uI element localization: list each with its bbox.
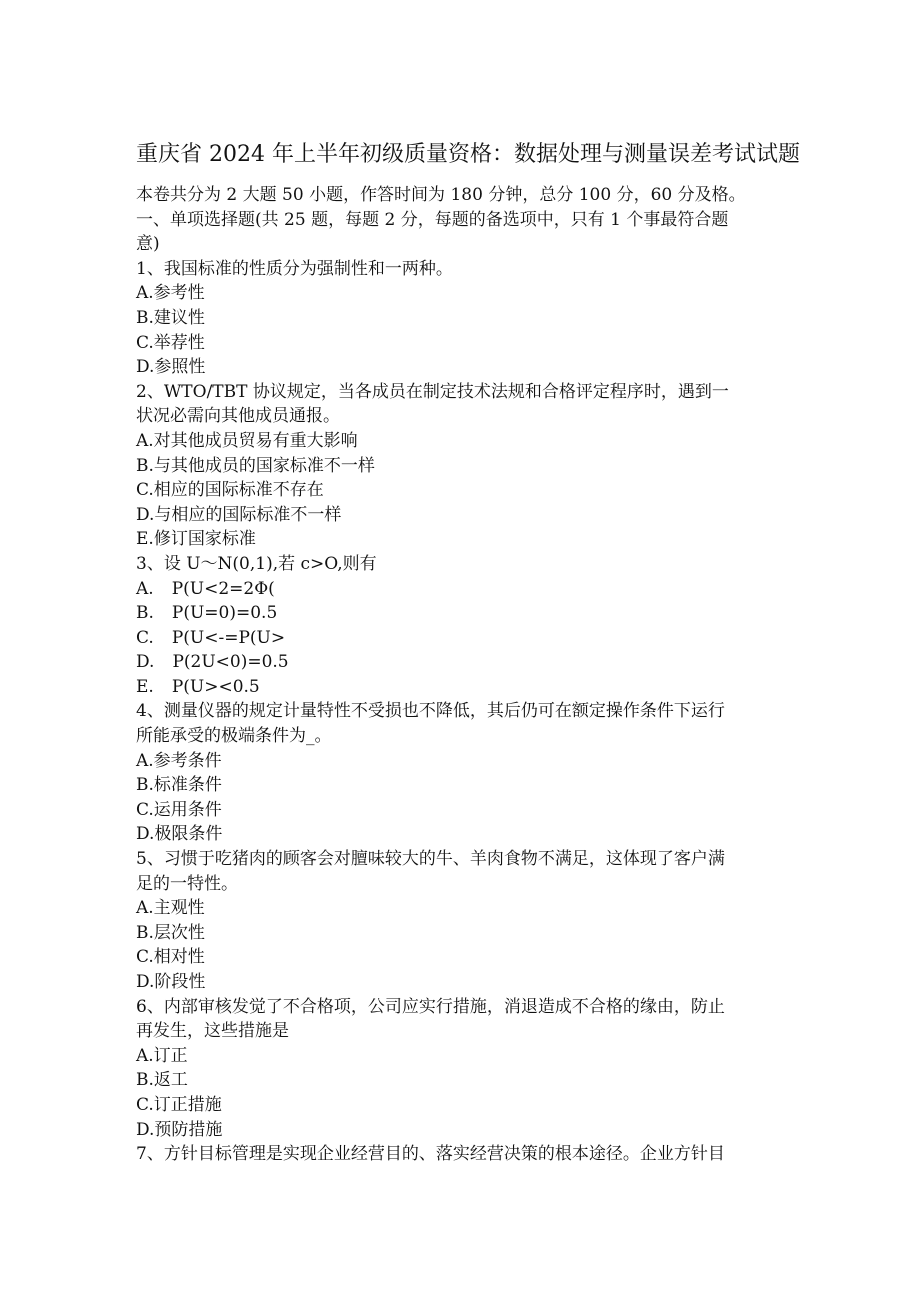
option-a: A.参考性 bbox=[136, 283, 205, 304]
option-c: C.相对性 bbox=[136, 947, 205, 968]
option-b: B.与其他成员的国家标准不一样 bbox=[136, 455, 375, 476]
option-a: A.主观性 bbox=[136, 898, 205, 919]
option-d: D.极限条件 bbox=[136, 824, 223, 845]
section-heading-line-2: 意) bbox=[136, 234, 160, 255]
intro-text: 本卷共分为 2 大题 50 小题，作答时间为 180 分钟，总分 100 分，60 分及格。 bbox=[136, 185, 746, 205]
question-text: 6、内部审核发觉了不合格项，公司应实行措施，消退造成不合格的缘由，防止 bbox=[136, 996, 725, 1017]
option-e: E.修订国家标准 bbox=[136, 529, 256, 550]
option-b: B.返工 bbox=[136, 1070, 188, 1091]
page-title: 重庆省 2024 年上半年初级质量资格：数据处理与测量误差考试试题 bbox=[136, 142, 800, 167]
option-e bbox=[136, 675, 786, 700]
question-text-continued: 所能承受的极端条件为_。 bbox=[136, 726, 332, 747]
option-d bbox=[136, 650, 786, 675]
option-text: P(U><0.5 bbox=[171, 676, 260, 697]
question-6 bbox=[136, 995, 786, 1143]
question-text-continued: 状况必需向其他成员通报。 bbox=[136, 406, 340, 427]
option-b: B.层次性 bbox=[136, 922, 205, 943]
option-a: A.对其他成员贸易有重大影响 bbox=[136, 430, 358, 451]
option-c bbox=[136, 626, 786, 651]
option-d: D.阶段性 bbox=[136, 972, 206, 992]
option-text: P(U=0)=0.5 bbox=[171, 603, 278, 624]
option-d: D.预防措施 bbox=[136, 1119, 223, 1140]
option-a: A.参考条件 bbox=[136, 750, 222, 771]
option-c: C.相应的国际标准不存在 bbox=[136, 480, 324, 501]
option-d: D.与相应的国际标准不一样 bbox=[136, 504, 342, 525]
option-letter: E. bbox=[136, 676, 154, 697]
option-letter: C. bbox=[136, 627, 154, 648]
option-b: B.建议性 bbox=[136, 307, 205, 328]
question-1 bbox=[136, 257, 786, 380]
question-text: 4、测量仪器的规定计量特性不受损也不降低，其后仍可在额定操作条件下运行 bbox=[136, 701, 725, 722]
option-text: P(U<2=2Φ( bbox=[171, 578, 275, 599]
question-text: 3、设 U～N(0,1),若 c>O,则有 bbox=[136, 553, 377, 574]
option-c: C.举荐性 bbox=[136, 332, 205, 353]
option-c: C.订正措施 bbox=[136, 1094, 222, 1115]
option-letter: B. bbox=[136, 603, 154, 624]
option-letter: A. bbox=[136, 578, 154, 599]
option-a bbox=[136, 577, 786, 602]
option-c: C.运用条件 bbox=[136, 799, 222, 820]
question-text: 2、WTO/TBT 协议规定，当各成员在制定技术法规和合格评定程序时，遇到一 bbox=[136, 381, 729, 402]
question-7 bbox=[136, 1142, 786, 1167]
option-b bbox=[136, 601, 786, 626]
option-letter: D. bbox=[136, 652, 155, 673]
question-2 bbox=[136, 380, 786, 552]
option-b: B.标准条件 bbox=[136, 775, 222, 796]
question-5 bbox=[136, 847, 786, 995]
option-text: P(2U<0)=0.5 bbox=[172, 652, 289, 673]
question-text: 5、习惯于吃猪肉的顾客会对膻味较大的牛、羊肉食物不满足，这体现了客户满 bbox=[136, 849, 725, 870]
question-3 bbox=[136, 552, 786, 700]
question-4 bbox=[136, 699, 786, 847]
question-text-continued: 再发生，这些措施是 bbox=[136, 1021, 289, 1042]
question-text: 1、我国标准的性质分为强制性和一两种。 bbox=[136, 258, 453, 279]
question-text: 7、方针目标管理是实现企业经营目的、落实经营决策的根本途径。企业方针目 bbox=[136, 1144, 725, 1165]
option-text: P(U<-=P(U> bbox=[171, 627, 286, 648]
document-body bbox=[136, 183, 786, 1167]
question-text-continued: 足的一特性。 bbox=[136, 873, 238, 894]
section-heading-line-1: 一、单项选择题(共 25 题，每题 2 分，每题的备选项中，只有 1 个事最符合题 bbox=[136, 209, 729, 230]
option-d: D.参照性 bbox=[136, 357, 206, 378]
option-a: A.订正 bbox=[136, 1045, 188, 1066]
